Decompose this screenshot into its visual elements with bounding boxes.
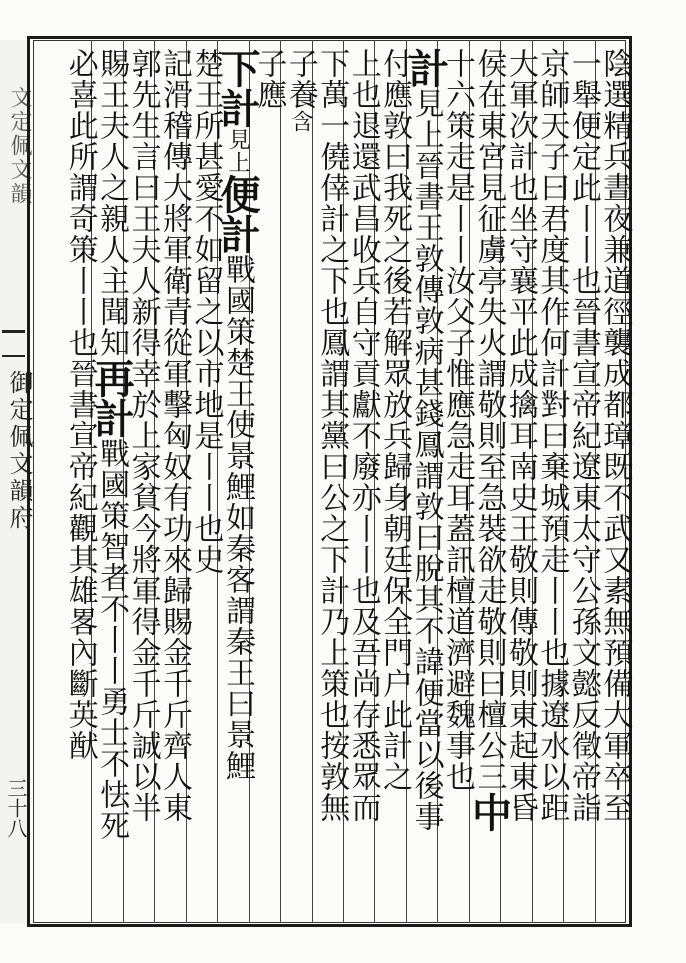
headword: 中 [465, 792, 513, 832]
column-text: 戰國策楚王使景鯉如秦客謂秦王曰景鯉 [219, 254, 255, 781]
column-rule [312, 40, 313, 923]
column-text: 京師天子曰君度其作何計對曰棄城預走丨丨也據遼水以距 [534, 48, 570, 823]
column-text: 晉書宣帝紀觀其雄畧內斷英猷 [62, 358, 98, 761]
headword: 計 [402, 48, 450, 88]
column-text: 子養 [282, 48, 318, 110]
headword: 下計 [213, 48, 261, 128]
text-column [60, 48, 100, 761]
margin-page-number: 三十八 [4, 778, 28, 838]
column-text: 楚王所甚愛不如留之以市地是丨丨也史 [188, 48, 224, 575]
column-text: 子應 [251, 48, 287, 110]
column-text: 下萬一僥倖計之下也鳳謂其黨曰公之下計乃上策也按敦無 [314, 48, 350, 823]
fish-tail-mark [2, 330, 25, 357]
column-text: 一舉便定此丨丨也晉書宣帝紀遼東太守公孫文懿反徵帝詣 [565, 48, 601, 823]
margin-top-fragment: 文定佩文韻 [7, 86, 32, 206]
column-text: 含 [287, 110, 313, 133]
headword: 再計 [88, 358, 136, 438]
column-text: 戰國策智者不丨丨勇士不怯死 [94, 438, 130, 841]
column-text: 侯在東宮見征虜亭失火謂敬則至急裝欲走敬則曰檀公三 [471, 48, 507, 792]
column-text: 必喜此所謂奇策丨丨也 [62, 48, 98, 358]
margin-book-title: 御定佩文韻府 [5, 370, 33, 532]
column-text: 付應敦曰我死之後若解眾放兵歸身朝廷保全門户此計之 [377, 48, 413, 792]
headword: 便計 [213, 174, 261, 254]
fore-edge-margin [0, 40, 33, 923]
column-text: 郭先生言曰王夫人新得幸於上家貧今將軍得金千斤誠以半 [125, 48, 161, 823]
text-column [311, 48, 351, 823]
column-text: 賜王夫人之親人主聞知 [94, 48, 130, 358]
column-text: 上也退還武昌收兵自守貢獻不廢亦丨丨也及吾尚存悉眾而 [345, 48, 381, 823]
column-rule [280, 40, 281, 923]
column-text: 陰選精兵晝夜兼道徑襲成都璋既不武又素無預備大軍卒至 [597, 48, 633, 823]
column-text: 見上晉書王敦傳敦病甚錢鳳謂敦曰脫其不諱便當以後事 [408, 88, 444, 832]
column-text: 大軍次計也坐守襄平此成擒耳南史王敬則傳敬則東起東昏 [502, 48, 538, 823]
column-text: 見上 [224, 128, 250, 174]
column-text: 記滑稽傳大將軍衛青從軍擊匈奴有功來歸賜金千斤齊人東 [157, 48, 193, 823]
column-text: 十六策走是丨丨汝父子惟應急走耳蓋訊檀道濟避魏事也 [440, 48, 476, 792]
